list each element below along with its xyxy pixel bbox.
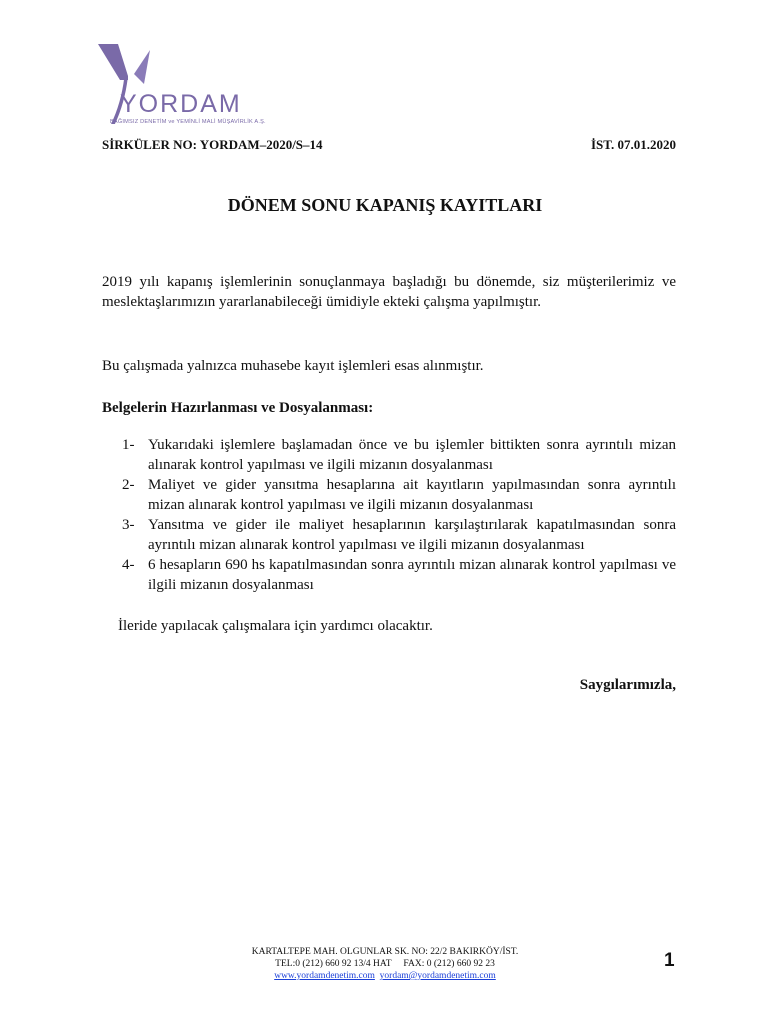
step-text: 6 hesapların 690 hs kapatılmasından sonra ayrıntılı mizan alınarak kontrol yapılması ve ilgili mizanın dosyalanması (148, 557, 676, 593)
closing-line: İleride yapılacak çalışmalara için yardımcı olacaktır. (118, 618, 433, 634)
website-link[interactable]: www.yordamdenetim.com (274, 971, 375, 981)
footer-address: KARTALTEPE MAH. OLGUNLAR SK. NO: 22/2 BAKIRKÖY/İST. (251, 947, 519, 957)
step-item (122, 475, 676, 515)
step-number: 3- (122, 517, 135, 533)
footer (0, 946, 770, 982)
company-logo (98, 44, 273, 134)
step-number: 4- (122, 557, 135, 573)
scope-note: Bu çalışmada yalnızca muhasebe kayıt işlemleri esas alınmıştır. (102, 358, 484, 374)
step-item (122, 435, 676, 475)
step-text: Maliyet ve gider yansıtma hesaplarına ait kayıtların yapılmasından sonra ayrıntılı mizan alınarak kontrol yapılması ve ilgili mizanın dosyalanması (148, 477, 676, 513)
page-number: 1 (664, 950, 675, 971)
circular-number: SİRKÜLER NO: YORDAM–2020/S–14 (102, 137, 323, 152)
step-text: Yansıtma ve gider ile maliyet hesaplarının karşılaştırılarak kapatılmasından sonra ayrıntılı mizan alınarak kontrol yapılması ve ilgili mizanın dosyalanması (148, 517, 676, 553)
email-link[interactable]: yordam@yordamdenetim.com (379, 971, 496, 981)
section-heading: Belgelerin Hazırlanması ve Dosyalanması: (102, 400, 374, 416)
steps-list (122, 435, 676, 595)
footer-fax: FAX: 0 (212) 660 92 23 (403, 959, 495, 969)
circular-date: İST. 07.01.2020 (591, 137, 676, 152)
logo-tagline: BAĞIMSIZ DENETİM ve YEMİNLİ MALİ MÜŞAVİRLİK A.Ş. (110, 119, 266, 125)
signoff: Saygılarımızla, (579, 677, 676, 693)
intro-paragraph: 2019 yılı kapanış işlemlerinin sonuçlanmaya başladığı bu dönemde, siz müşterilerimiz ve meslektaşlarımızın yararlanabileceği ümidiyle ekteki çalışma yapılmıştır. (102, 274, 676, 310)
footer-contact-line (0, 958, 770, 970)
document-title: DÖNEM SONU KAPANIŞ KAYITLARI (227, 195, 543, 215)
step-item (122, 515, 676, 555)
step-item (122, 555, 676, 595)
step-text: Yukarıdaki işlemlere başlamadan önce ve bu işlemler bittikten sonra ayrıntılı mizan alınarak kontrol yapılması ve ilgili mizanın dosyalanması (148, 437, 676, 473)
logo-wordmark: YORDAM (120, 90, 242, 118)
step-number: 2- (122, 477, 135, 493)
footer-tel: TEL:0 (212) 660 92 13/4 HAT (275, 959, 392, 969)
step-number: 1- (122, 437, 135, 453)
footer-links (0, 970, 770, 982)
